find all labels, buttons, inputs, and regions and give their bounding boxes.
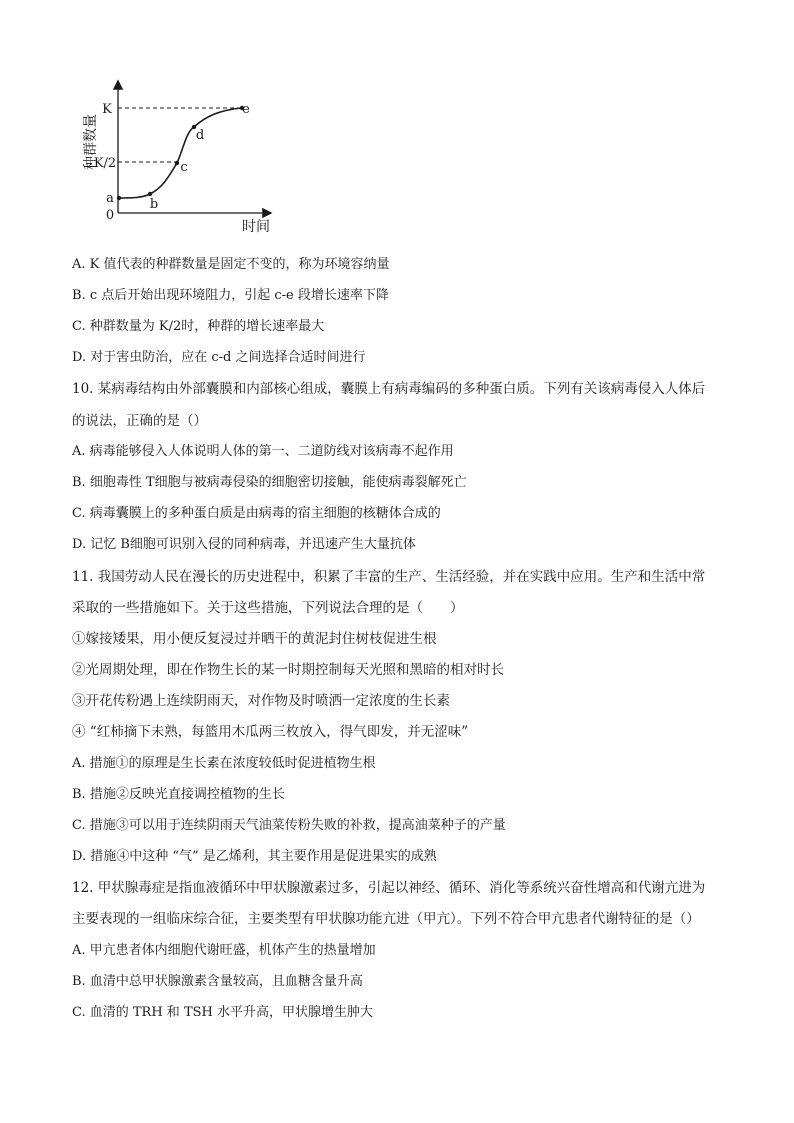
y-axis-label: 种群数量 <box>83 114 99 170</box>
q10-option-b: B. 细胞毒性 T细胞与被病毒侵染的细胞密切接触，能使病毒裂解死亡 <box>72 475 467 490</box>
k-half-label: K/2 <box>93 156 117 171</box>
population-growth-figure <box>70 70 290 240</box>
point-b-marker <box>148 192 152 196</box>
q12-option-a: A. 甲亢患者体内细胞代谢旺盛，机体产生的热量增加 <box>72 943 376 958</box>
q11-measure-3: ③开花传粉遇上连续阴雨天，对作物及时喷洒一定浓度的生长素 <box>72 693 450 709</box>
point-c-marker <box>175 161 179 165</box>
point-d-label: d <box>195 128 205 143</box>
s-curve-graph <box>70 70 290 240</box>
q9-option-b: B. c 点后开始出现环境阻力，引起 c-e 段增长速率下降 <box>72 288 389 303</box>
x-axis-label: 时间 <box>242 219 270 235</box>
q10-stem-line1: 10. 某病毒结构由外部囊膜和内部核心组成，囊膜上有病毒编码的多种蛋白质。下列有关该病毒侵入人体后 <box>72 381 706 397</box>
point-a-marker <box>117 196 121 200</box>
q11-option-a: A. 措施①的原理是生长素在浓度较低时促进植物生根 <box>72 756 376 771</box>
q10-option-a: A. 病毒能够侵入人体说明人体的第一、二道防线对该病毒不起作用 <box>72 444 454 459</box>
q12-stem-line2: 主要表现的一组临床综合征，主要类型有甲状腺功能亢进（甲亢）。下列不符合甲亢患者代谢特征的是（） <box>72 911 700 927</box>
point-c-label: c <box>180 160 188 175</box>
q11-measure-1: ①嫁接矮果，用小便反复浸过并晒干的黄泥封住树枝促进生根 <box>72 631 437 647</box>
q11-measure-4: ④ “红柿摘下未熟，每篮用木瓜两三枚放入，得气即发，并无涩味” <box>72 724 469 740</box>
k-label: K <box>102 102 112 117</box>
q11-measure-2: ②光周期处理，即在作物生长的某一时期控制每天光照和黑暗的相对时长 <box>72 662 504 678</box>
q9-option-a: A. K 值代表的种群数量是固定不变的，称为环境容纳量 <box>72 257 390 272</box>
q11-option-b: B. 措施②反映光直接调控植物的生长 <box>72 787 285 802</box>
growth-curve <box>118 108 242 198</box>
point-a-label: a <box>106 191 114 206</box>
origin-label: 0 <box>105 208 115 223</box>
q12-option-b: B. 血清中总甲状腺激素含量较高，且血糖含量升高 <box>72 974 363 989</box>
point-b-label: b <box>149 197 159 212</box>
q10-stem-line2: 的说法，正确的是（） <box>72 413 207 429</box>
q10-option-d: D. 记忆 B细胞可识别入侵的同种病毒，并迅速产生大量抗体 <box>72 537 416 552</box>
point-e-label: e <box>242 102 250 117</box>
q12-stem-line1: 12. 甲状腺毒症是指血液循环中甲状腺激素过多，引起以神经、循环、消化等系统兴奋性增高和代谢亢进为 <box>72 880 706 896</box>
q11-stem-line1: 11. 我国劳动人民在漫长的历史进程中，积累了丰富的生产、生活经验，并在实践中应用。生产和生活中常 <box>72 569 706 585</box>
q11-option-d: D. 措施④中这种 “气” 是乙烯利，其主要作用是促进果实的成熟 <box>72 849 437 864</box>
q9-option-d: D. 对于害虫防治，应在 c-d 之间选择合适时间进行 <box>72 350 366 365</box>
q9-option-c: C. 种群数量为 K/2时，种群的增长速率最大 <box>72 319 325 334</box>
q11-option-c: C. 措施③可以用于连续阴雨天气油菜传粉失败的补救，提高油菜种子的产量 <box>72 818 506 833</box>
q12-option-c: C. 血清的 TRH 和 TSH 水平升高，甲状腺增生肿大 <box>72 1005 373 1020</box>
q10-option-c: C. 病毒囊膜上的多种蛋白质是由病毒的宿主细胞的核糖体合成的 <box>72 506 441 521</box>
q11-stem-line2: 采取的一些措施如下。关于这些措施，下列说法合理的是（ ） <box>72 600 464 616</box>
